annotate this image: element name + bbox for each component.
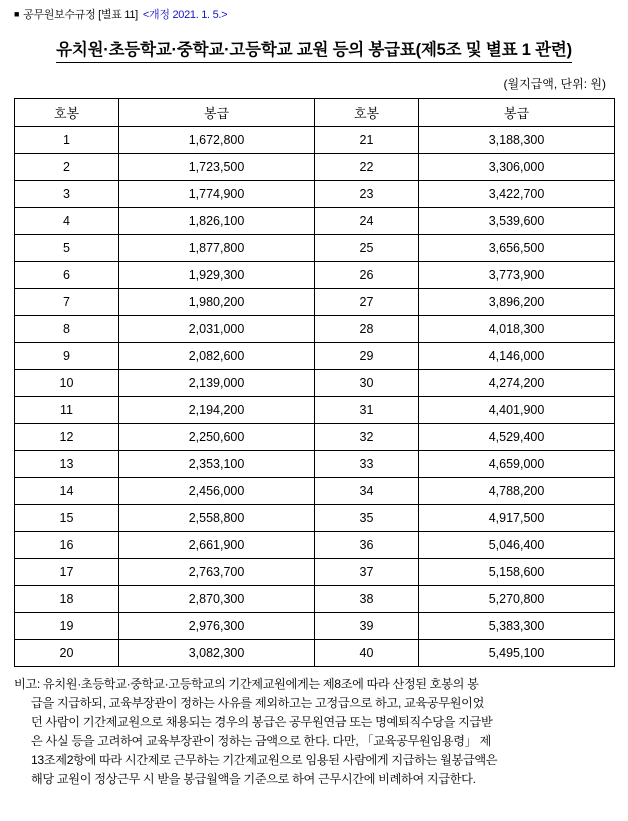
cell-step-right: 33 xyxy=(315,451,419,478)
cell-step-left: 14 xyxy=(15,478,119,505)
page-title: 유치원·초등학교·중학교·고등학교 교원 등의 봉급표(제5조 및 별표 1 관련) xyxy=(56,36,572,63)
table-row xyxy=(15,613,615,640)
cell-salary-right: 4,274,200 xyxy=(419,370,615,397)
cell-step-left: 7 xyxy=(15,289,119,316)
cell-salary-right: 3,306,000 xyxy=(419,154,615,181)
cell-step-right: 39 xyxy=(315,613,419,640)
cell-step-right: 25 xyxy=(315,235,419,262)
table-row xyxy=(15,262,615,289)
remarks-section xyxy=(14,675,614,788)
cell-salary-right: 5,270,800 xyxy=(419,586,615,613)
cell-step-left: 1 xyxy=(15,127,119,154)
cell-step-left: 5 xyxy=(15,235,119,262)
table-row xyxy=(15,424,615,451)
cell-salary-left: 2,139,000 xyxy=(119,370,315,397)
cell-step-right: 30 xyxy=(315,370,419,397)
cell-step-right: 34 xyxy=(315,478,419,505)
cell-salary-right: 4,788,200 xyxy=(419,478,615,505)
cell-salary-right: 4,146,000 xyxy=(419,343,615,370)
table-row xyxy=(15,181,615,208)
cell-step-right: 26 xyxy=(315,262,419,289)
table-row xyxy=(15,343,615,370)
cell-salary-left: 2,031,000 xyxy=(119,316,315,343)
cell-salary-right: 3,422,700 xyxy=(419,181,615,208)
table-row xyxy=(15,208,615,235)
title-container xyxy=(14,36,614,63)
table-row xyxy=(15,451,615,478)
cell-salary-left: 2,870,300 xyxy=(119,586,315,613)
cell-step-right: 37 xyxy=(315,559,419,586)
cell-step-left: 8 xyxy=(15,316,119,343)
column-header-salary-left: 봉급 xyxy=(119,99,315,127)
cell-step-left: 4 xyxy=(15,208,119,235)
cell-salary-right: 5,495,100 xyxy=(419,640,615,667)
cell-step-right: 35 xyxy=(315,505,419,532)
cell-salary-left: 1,826,100 xyxy=(119,208,315,235)
cell-step-left: 16 xyxy=(15,532,119,559)
table-row xyxy=(15,127,615,154)
cell-salary-left: 2,661,900 xyxy=(119,532,315,559)
cell-step-right: 27 xyxy=(315,289,419,316)
cell-salary-right: 3,773,900 xyxy=(419,262,615,289)
cell-step-left: 15 xyxy=(15,505,119,532)
cell-step-left: 17 xyxy=(15,559,119,586)
cell-salary-left: 1,723,500 xyxy=(119,154,315,181)
cell-step-left: 12 xyxy=(15,424,119,451)
cell-salary-right: 3,656,500 xyxy=(419,235,615,262)
cell-step-right: 32 xyxy=(315,424,419,451)
cell-step-left: 3 xyxy=(15,181,119,208)
document-header xyxy=(14,6,614,22)
table-row xyxy=(15,478,615,505)
cell-salary-right: 4,529,400 xyxy=(419,424,615,451)
cell-salary-right: 5,383,300 xyxy=(419,613,615,640)
cell-step-right: 38 xyxy=(315,586,419,613)
cell-step-right: 22 xyxy=(315,154,419,181)
cell-step-right: 31 xyxy=(315,397,419,424)
cell-salary-right: 3,896,200 xyxy=(419,289,615,316)
remarks-line-5: 13조제2항에 따라 시간제로 근무하는 기간제교원으로 임용된 사람에게 지급하는 월봉급액은 xyxy=(31,752,498,767)
cell-salary-left: 2,194,200 xyxy=(119,397,315,424)
cell-salary-right: 3,188,300 xyxy=(419,127,615,154)
cell-salary-left: 1,774,900 xyxy=(119,181,315,208)
table-row xyxy=(15,640,615,667)
unit-note: (월지급액, 단위: 원) xyxy=(503,77,606,91)
cell-salary-left: 2,558,800 xyxy=(119,505,315,532)
cell-step-right: 40 xyxy=(315,640,419,667)
table-row xyxy=(15,559,615,586)
cell-step-left: 2 xyxy=(15,154,119,181)
table-row xyxy=(15,289,615,316)
cell-salary-left: 1,877,800 xyxy=(119,235,315,262)
cell-salary-left: 2,456,000 xyxy=(119,478,315,505)
remarks-line-1: 비고: 유치원·초등학교·중학교·고등학교의 기간제교원에게는 제8조에 따라 산정된 호봉의 봉 xyxy=(14,677,479,691)
cell-salary-right: 4,659,000 xyxy=(419,451,615,478)
remarks-line-4: 은 사실 등을 고려하여 교육부장관이 정하는 금액으로 한다. 다만, 「교육공무원임용령」 제 xyxy=(31,733,491,748)
cell-salary-right: 4,401,900 xyxy=(419,397,615,424)
cell-salary-left: 1,929,300 xyxy=(119,262,315,289)
column-header-step-right: 호봉 xyxy=(315,99,419,127)
remarks-line-6: 해당 교원이 정상근무 시 받을 봉급월액을 기준으로 하여 근무시간에 비례하여 지급한다. xyxy=(31,771,476,786)
cell-salary-left: 1,672,800 xyxy=(119,127,315,154)
cell-salary-right: 5,046,400 xyxy=(419,532,615,559)
cell-salary-left: 2,353,100 xyxy=(119,451,315,478)
table-row xyxy=(15,505,615,532)
table-row xyxy=(15,532,615,559)
cell-salary-right: 3,539,600 xyxy=(419,208,615,235)
cell-salary-right: 4,917,500 xyxy=(419,505,615,532)
pay-scale-table xyxy=(14,98,615,667)
cell-step-left: 6 xyxy=(15,262,119,289)
cell-step-left: 20 xyxy=(15,640,119,667)
cell-step-right: 23 xyxy=(315,181,419,208)
table-row xyxy=(15,154,615,181)
cell-step-right: 21 xyxy=(315,127,419,154)
table-row xyxy=(15,397,615,424)
column-header-step-left: 호봉 xyxy=(15,99,119,127)
remarks-line-2: 급을 지급하되, 교육부장관이 정하는 사유를 제외하고는 고정급으로 하고, 교육공무원이었 xyxy=(31,695,485,710)
regulation-reference: 공무원보수규정 [별표 11] xyxy=(23,9,138,21)
table-row xyxy=(15,370,615,397)
table-row xyxy=(15,235,615,262)
cell-salary-left: 2,082,600 xyxy=(119,343,315,370)
cell-step-left: 11 xyxy=(15,397,119,424)
cell-step-left: 19 xyxy=(15,613,119,640)
cell-step-right: 28 xyxy=(315,316,419,343)
cell-salary-left: 2,250,600 xyxy=(119,424,315,451)
column-header-salary-right: 봉급 xyxy=(419,99,615,127)
cell-salary-left: 1,980,200 xyxy=(119,289,315,316)
table-row xyxy=(15,316,615,343)
cell-step-right: 36 xyxy=(315,532,419,559)
cell-step-left: 10 xyxy=(15,370,119,397)
cell-salary-right: 5,158,600 xyxy=(419,559,615,586)
remarks-line-3: 던 사람이 기간제교원으로 채용되는 경우의 봉급은 공무원연금 또는 명예퇴직수당을 지급받 xyxy=(31,714,493,729)
cell-step-left: 13 xyxy=(15,451,119,478)
table-body xyxy=(15,127,615,667)
cell-step-left: 9 xyxy=(15,343,119,370)
table-row xyxy=(15,586,615,613)
cell-salary-left: 2,763,700 xyxy=(119,559,315,586)
cell-salary-left: 2,976,300 xyxy=(119,613,315,640)
revision-note: <개정 2021. 1. 5.> xyxy=(142,9,228,21)
cell-salary-right: 4,018,300 xyxy=(419,316,615,343)
table-header-row xyxy=(15,99,615,127)
cell-step-right: 29 xyxy=(315,343,419,370)
bullet-icon: ■ xyxy=(14,9,20,19)
cell-salary-left: 3,082,300 xyxy=(119,640,315,667)
cell-step-right: 24 xyxy=(315,208,419,235)
cell-step-left: 18 xyxy=(15,586,119,613)
